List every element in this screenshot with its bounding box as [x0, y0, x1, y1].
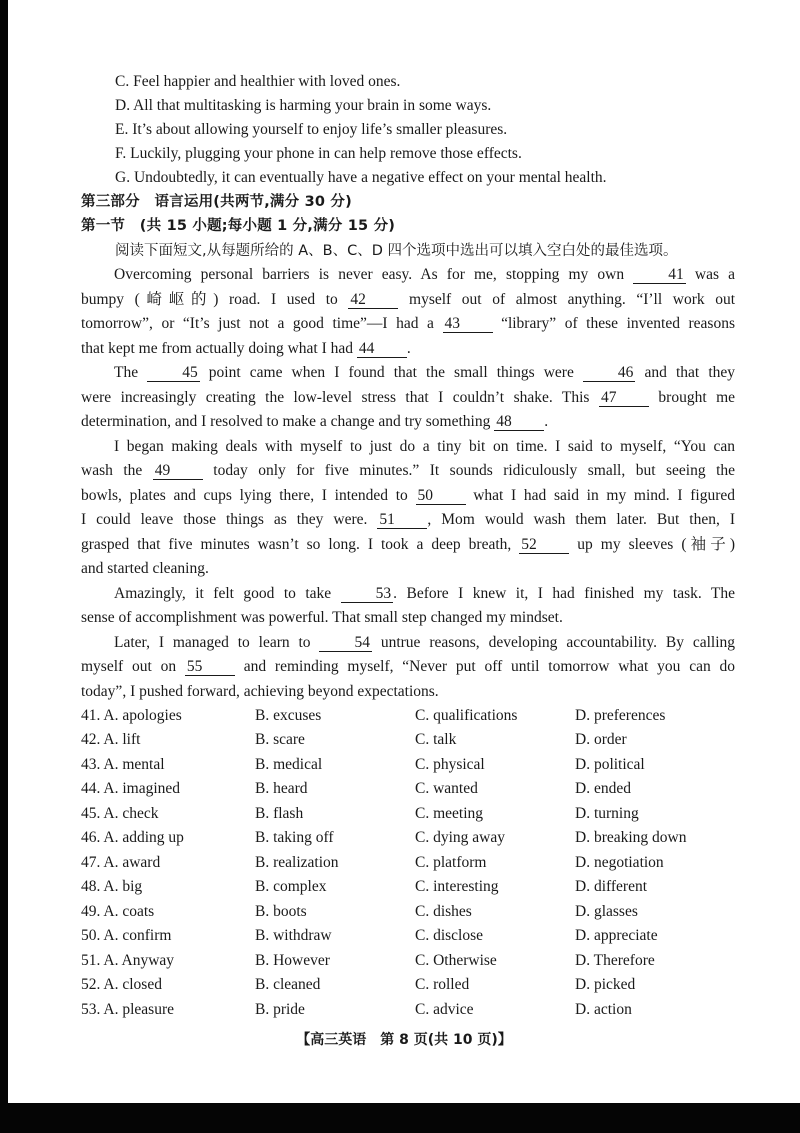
exam-page: [8, 0, 800, 1103]
text: myself out of almost anything. “I’ll work out: [409, 291, 736, 308]
blank-41: 41: [633, 266, 686, 284]
blank-43: 43: [443, 315, 493, 333]
text: up my sleeves (袖子): [577, 536, 736, 553]
option-a: A. Anyway: [103, 952, 175, 969]
blank-49: 49: [153, 462, 203, 480]
question-row-53: [81, 1000, 735, 1024]
question-number: 51.: [81, 952, 101, 969]
option-b: B. realization: [255, 854, 339, 871]
text: . Before I knew it, I had finished my task. The: [393, 585, 736, 602]
blank-51: 51: [377, 511, 427, 529]
passage-line: [81, 363, 735, 383]
option-d: D. appreciate: [575, 927, 658, 944]
option-d: D. different: [575, 878, 648, 895]
option-d: D. glasses: [575, 903, 638, 920]
option-b: B. withdraw: [255, 927, 332, 944]
option-b: B. flash: [255, 805, 304, 822]
option-a: A. adding up: [103, 829, 184, 846]
option-b: B. taking off: [255, 829, 334, 846]
passage-line: [81, 535, 735, 555]
option-c: C. Otherwise: [415, 952, 497, 969]
option-a: A. apologies: [103, 707, 182, 724]
question-row-41: [81, 706, 735, 730]
option-c: C. dishes: [415, 903, 472, 920]
option-b: B. scare: [255, 731, 305, 748]
question-number: 53.: [81, 1001, 101, 1018]
option-b: B. cleaned: [255, 976, 321, 993]
question-row-51: [81, 951, 735, 975]
option-a: A. award: [103, 854, 161, 871]
text: were increasingly creating the low-level stress that I couldn’t shake. This: [81, 389, 590, 406]
option-a: A. pleasure: [103, 1001, 174, 1018]
blank-52: 52: [519, 536, 569, 554]
option-c: C. wanted: [415, 780, 478, 797]
text: .: [406, 340, 411, 357]
option-d: D. Therefore: [575, 952, 655, 969]
blank-48: 48: [494, 413, 544, 431]
text: “library” of these invented reasons: [501, 315, 735, 332]
option-a: A. lift: [103, 731, 141, 748]
instructions: 阅读下面短文,从每题所给的 A、B、C、D 四个选项中选出可以填入空白处的最佳选项。: [115, 243, 678, 259]
text: myself out on: [81, 658, 177, 675]
passage-line: [81, 339, 735, 359]
passage-line: [81, 265, 735, 285]
question-number: 50.: [81, 927, 101, 944]
blank-50: 50: [416, 487, 466, 505]
question-number: 49.: [81, 903, 101, 920]
option-c: C. advice: [415, 1001, 474, 1018]
option-d: D. negotiation: [575, 854, 664, 871]
question-number: 44.: [81, 780, 101, 797]
blank-55: 55: [185, 658, 235, 676]
option-d: D. order: [575, 731, 627, 748]
subsection-title: 第一节 (共 15 小题;每小题 1 分,满分 15 分): [81, 218, 396, 234]
text: determination, and I resolved to make a change and try something: [81, 413, 491, 430]
question-number: 52.: [81, 976, 101, 993]
text: wash the: [81, 462, 143, 479]
blank-54: 54: [319, 634, 372, 652]
question-row-46: [81, 828, 735, 852]
blank-53: 53: [341, 585, 394, 603]
option-b: B. medical: [255, 756, 323, 773]
question-row-47: [81, 853, 735, 877]
option-a: A. closed: [103, 976, 162, 993]
passage-line: [81, 633, 735, 653]
passage-line: [81, 510, 735, 530]
text: , Mom would wash them later. But then, I: [427, 511, 736, 528]
text: The: [114, 364, 139, 381]
part-title: 第三部分 语言运用(共两节,满分 30 分): [81, 194, 352, 210]
question-row-52: [81, 975, 735, 999]
question-row-49: [81, 902, 735, 926]
page-footer: 【高三英语 第 8 页(共 10 页)】: [296, 1032, 512, 1048]
text: and reminding myself, “Never put off until tomorrow what you can do: [243, 658, 736, 675]
option-c: C. meeting: [415, 805, 484, 822]
passage-line: [81, 290, 735, 310]
option-d: D. political: [575, 756, 645, 773]
prev-option-g: G. Undoubtedly, it can eventually have a negative effect on your mental health.: [115, 169, 607, 186]
passage-line: [81, 584, 735, 604]
option-c: C. physical: [415, 756, 485, 773]
question-number: 47.: [81, 854, 101, 871]
option-b: B. pride: [255, 1001, 305, 1018]
option-b: B. excuses: [255, 707, 322, 724]
passage-line: sense of accomplishment was powerful. That small step changed my mindset.: [81, 609, 563, 626]
question-number: 41.: [81, 707, 101, 724]
option-c: C. disclose: [415, 927, 484, 944]
text: tomorrow”, or “It’s just not a good time”—I had a: [81, 315, 434, 332]
passage-line: [81, 314, 735, 334]
question-row-44: [81, 779, 735, 803]
question-row-50: [81, 926, 735, 950]
question-number: 48.: [81, 878, 101, 895]
text: untrue reasons, developing accountability. By calling: [380, 634, 736, 651]
option-c: C. talk: [415, 731, 457, 748]
question-row-43: [81, 755, 735, 779]
text: and that they: [644, 364, 736, 381]
option-b: B. complex: [255, 878, 327, 895]
text: Later, I managed to learn to: [114, 634, 311, 651]
option-a: A. imagined: [103, 780, 181, 797]
prev-option-c: C. Feel happier and healthier with loved ones.: [115, 73, 401, 90]
option-c: C. rolled: [415, 976, 470, 993]
text: today only for five minutes.” It sounds ridiculously small, but seeing the: [213, 462, 736, 479]
text: bumpy (崎岖的) road. I used to: [81, 291, 338, 308]
text: grasped that five minutes wasn’t so long. I took a deep breath,: [81, 536, 512, 553]
passage-line: and started cleaning.: [81, 560, 209, 577]
prev-option-f: F. Luckily, plugging your phone in can help remove those effects.: [115, 145, 522, 162]
text: Amazingly, it felt good to take: [114, 585, 332, 602]
option-d: D. breaking down: [575, 829, 687, 846]
option-c: C. platform: [415, 854, 487, 871]
option-a: A. confirm: [103, 927, 172, 944]
passage-line: I began making deals with myself to just do a tiny bit on time. I said to myself, “You can: [114, 438, 735, 455]
prev-option-d: D. All that multitasking is harming your brain in some ways.: [115, 97, 492, 114]
option-a: A. coats: [103, 903, 155, 920]
option-b: B. boots: [255, 903, 307, 920]
question-number: 42.: [81, 731, 101, 748]
question-row-48: [81, 877, 735, 901]
text: I could leave those things as they were.: [81, 511, 368, 528]
blank-47: 47: [599, 389, 649, 407]
text: Overcoming personal barriers is never easy. As for me, stopping my own: [114, 266, 625, 283]
blank-42: 42: [348, 291, 398, 309]
option-c: C. interesting: [415, 878, 499, 895]
option-d: D. picked: [575, 976, 636, 993]
blank-44: 44: [357, 340, 407, 358]
passage-line: [81, 388, 735, 408]
prev-option-e: E. It’s about allowing yourself to enjoy life’s smaller pleasures.: [115, 121, 508, 138]
option-a: A. check: [103, 805, 159, 822]
text: point came when I found that the small things were: [208, 364, 574, 381]
option-d: D. ended: [575, 780, 631, 797]
blank-45: 45: [147, 364, 200, 382]
text: was a: [694, 266, 736, 283]
text: .: [544, 413, 549, 430]
passage-line: [81, 486, 735, 506]
option-b: B. heard: [255, 780, 308, 797]
option-c: C. qualifications: [415, 707, 518, 724]
passage-line: today”, I pushed forward, achieving beyond expectations.: [81, 683, 439, 700]
text: that kept me from actually doing what I had: [81, 340, 354, 357]
text: brought me: [658, 389, 736, 406]
blank-46: 46: [583, 364, 636, 382]
option-a: A. big: [103, 878, 143, 895]
option-a: A. mental: [103, 756, 165, 773]
option-d: D. action: [575, 1001, 632, 1018]
text: bowls, plates and cups lying there, I intended to: [81, 487, 408, 504]
text: what I had said in my mind. I figured: [473, 487, 735, 504]
passage-line: [81, 657, 735, 677]
passage-line: [81, 461, 735, 481]
passage-line: [81, 412, 735, 432]
question-row-45: [81, 804, 735, 828]
option-d: D. preferences: [575, 707, 666, 724]
question-number: 43.: [81, 756, 101, 773]
question-row-42: [81, 730, 735, 754]
option-d: D. turning: [575, 805, 639, 822]
option-b: B. However: [255, 952, 330, 969]
question-number: 45.: [81, 805, 101, 822]
question-number: 46.: [81, 829, 101, 846]
option-c: C. dying away: [415, 829, 505, 846]
